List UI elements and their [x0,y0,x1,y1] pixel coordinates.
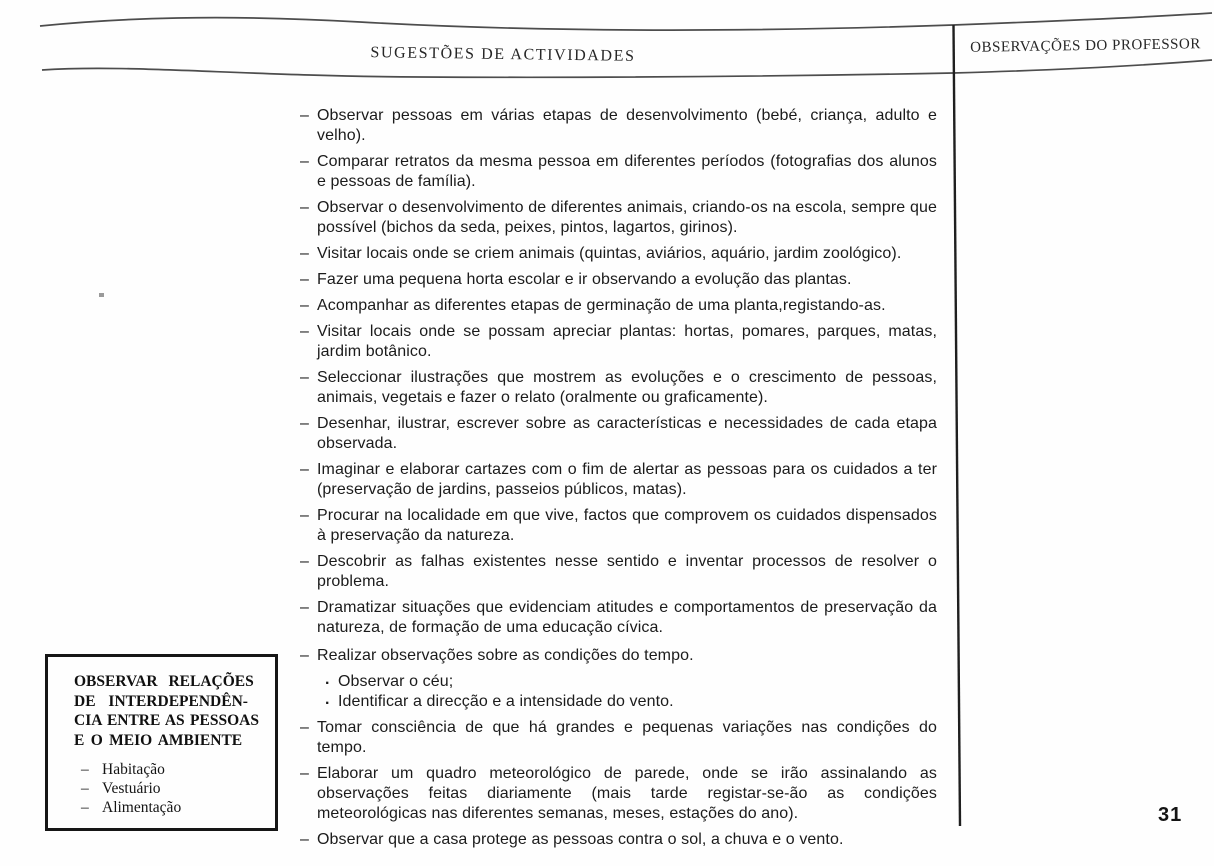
activities-column-header: SUGESTÕES DE ACTIVIDADES [370,44,636,65]
topic-box-item [81,760,253,779]
activity-text: Visitar locais onde se possam apreciar plantas: hortas, pomares, parques, matas, jardim botânico. [317,323,937,360]
topic-box-title-line: CIA ENTRE AS PESSOAS [74,712,259,729]
weather-sub-list [317,672,937,712]
dash-bullet: – [300,297,309,314]
dash-bullet: – [300,553,309,570]
sub-activity-text: Observar o céu; [338,673,454,690]
activity-text: Realizar observações sobre as condições do tempo. [317,647,694,664]
topic-box-item-text: Vestuário [102,780,161,797]
activity-item [300,368,937,408]
dash-bullet: – [300,153,309,170]
activity-text: Descobrir as falhas existentes nesse sentido e inventar processos de resolver o problema. [317,553,937,590]
topic-box-item-text: Alimentação [102,799,182,816]
topic-box-interdependence [45,654,278,831]
scan-artifact-dot [99,293,104,297]
activity-item [300,414,937,454]
activity-text: Observar que a casa protege as pessoas contra o sol, a chuva e o vento. [317,831,844,848]
activity-text: Observar pessoas em várias etapas de desenvolvimento (bebé, criança, adulto e velho). [317,107,937,144]
sub-activity-item [323,672,937,692]
activity-item [300,244,937,264]
dash-bullet: – [300,647,309,664]
topic-box-item [81,779,253,798]
dash-bullet: – [300,461,309,478]
dash-bullet: – [300,323,309,340]
activity-item [300,598,937,638]
topic-box-title-line: DE INTERDEPENDÊN- [74,692,248,710]
top-wavy-rule [40,13,1212,30]
sub-activity-item [323,692,937,712]
activity-text: Tomar consciência de que há grandes e pequenas variações nas condições do tempo. [317,719,937,756]
topic-box-item-text: Habitação [102,761,165,778]
activity-text: Visitar locais onde se criem animais (quintas, aviários, aquário, jardim zoológico). [317,245,902,262]
activity-text: Desenhar, ilustrar, escrever sobre as características e necessidades de cada etapa observada. [317,415,937,452]
activity-text: Acompanhar as diferentes etapas de germinação de uma planta,registando-as. [317,297,886,314]
activity-text: Comparar retratos da mesma pessoa em diferentes períodos (fotografias dos alunos e pessoas de família). [317,153,937,190]
topic-box-title [74,672,259,750]
topic-box-title-line: OBSERVAR RELAÇÕES [74,673,254,690]
dash-bullet: – [300,831,309,848]
dash-bullet: – [300,245,309,262]
activity-item [300,106,937,146]
activity-item [300,296,937,316]
activity-text: Dramatizar situações que evidenciam atitudes e comportamentos de preservação da natureza, de formação de uma educação cívica. [317,599,937,636]
dash-bullet: – [81,799,89,816]
activity-item [300,552,937,592]
dash-bullet: – [81,761,89,778]
dash-bullet: – [300,107,309,124]
activity-item [300,198,937,238]
activity-item [300,764,937,824]
activity-item-weather [300,646,937,712]
column-divider-line [954,25,961,826]
activity-item [300,270,937,290]
activity-text: Elaborar um quadro meteorológico de parede, onde se irão assinalando as observações feitas diariamente (mais tarde registar-se-ão as condições meteorológicas nas diferentes semanas, meses, estações do ano). [317,765,937,822]
dash-bullet: – [81,780,89,797]
dash-bullet: – [300,369,309,386]
page-number: 31 [1158,804,1183,826]
dot-bullet: . [325,691,330,708]
dash-bullet: – [300,415,309,432]
activity-text: Observar o desenvolvimento de diferentes animais, criando-os na escola, sempre que possível (bichos da seda, peixes, pintos, lagartos, girinos). [317,199,937,236]
activity-item [300,830,937,850]
activity-text: Procurar na localidade em que vive, factos que comprovem os cuidados dispensados à preservação da natureza. [317,507,937,544]
activity-item [300,322,937,362]
topic-box-item [81,798,253,817]
dash-bullet: – [300,271,309,288]
dash-bullet: – [300,765,309,782]
dash-bullet: – [300,199,309,216]
professor-observations-column-header: OBSERVAÇÕES DO PROFESSOR [970,36,1201,56]
activity-item [300,506,937,546]
topic-box-items [74,760,253,817]
activities-list [300,106,937,856]
topic-box-title-line: E O MEIO AMBIENTE [74,731,243,749]
activity-item [300,152,937,192]
activity-text: Imaginar e elaborar cartazes com o fim de alertar as pessoas para os cuidados a ter (preservação de jardins, passeios públicos, matas). [317,461,937,498]
sub-activity-text: Identificar a direcção e a intensidade do vento. [338,693,674,710]
dash-bullet: – [300,719,309,736]
activity-item [300,718,937,758]
activity-text: Seleccionar ilustrações que mostrem as evoluções e o crescimento de pessoas, animais, vegetais e fazer o relato (oralmente ou graficamente). [317,369,937,406]
activity-text: Fazer uma pequena horta escolar e ir observando a evolução das plantas. [317,271,852,288]
dash-bullet: – [300,599,309,616]
dash-bullet: – [300,507,309,524]
dot-bullet: . [325,671,330,688]
activity-item [300,460,937,500]
